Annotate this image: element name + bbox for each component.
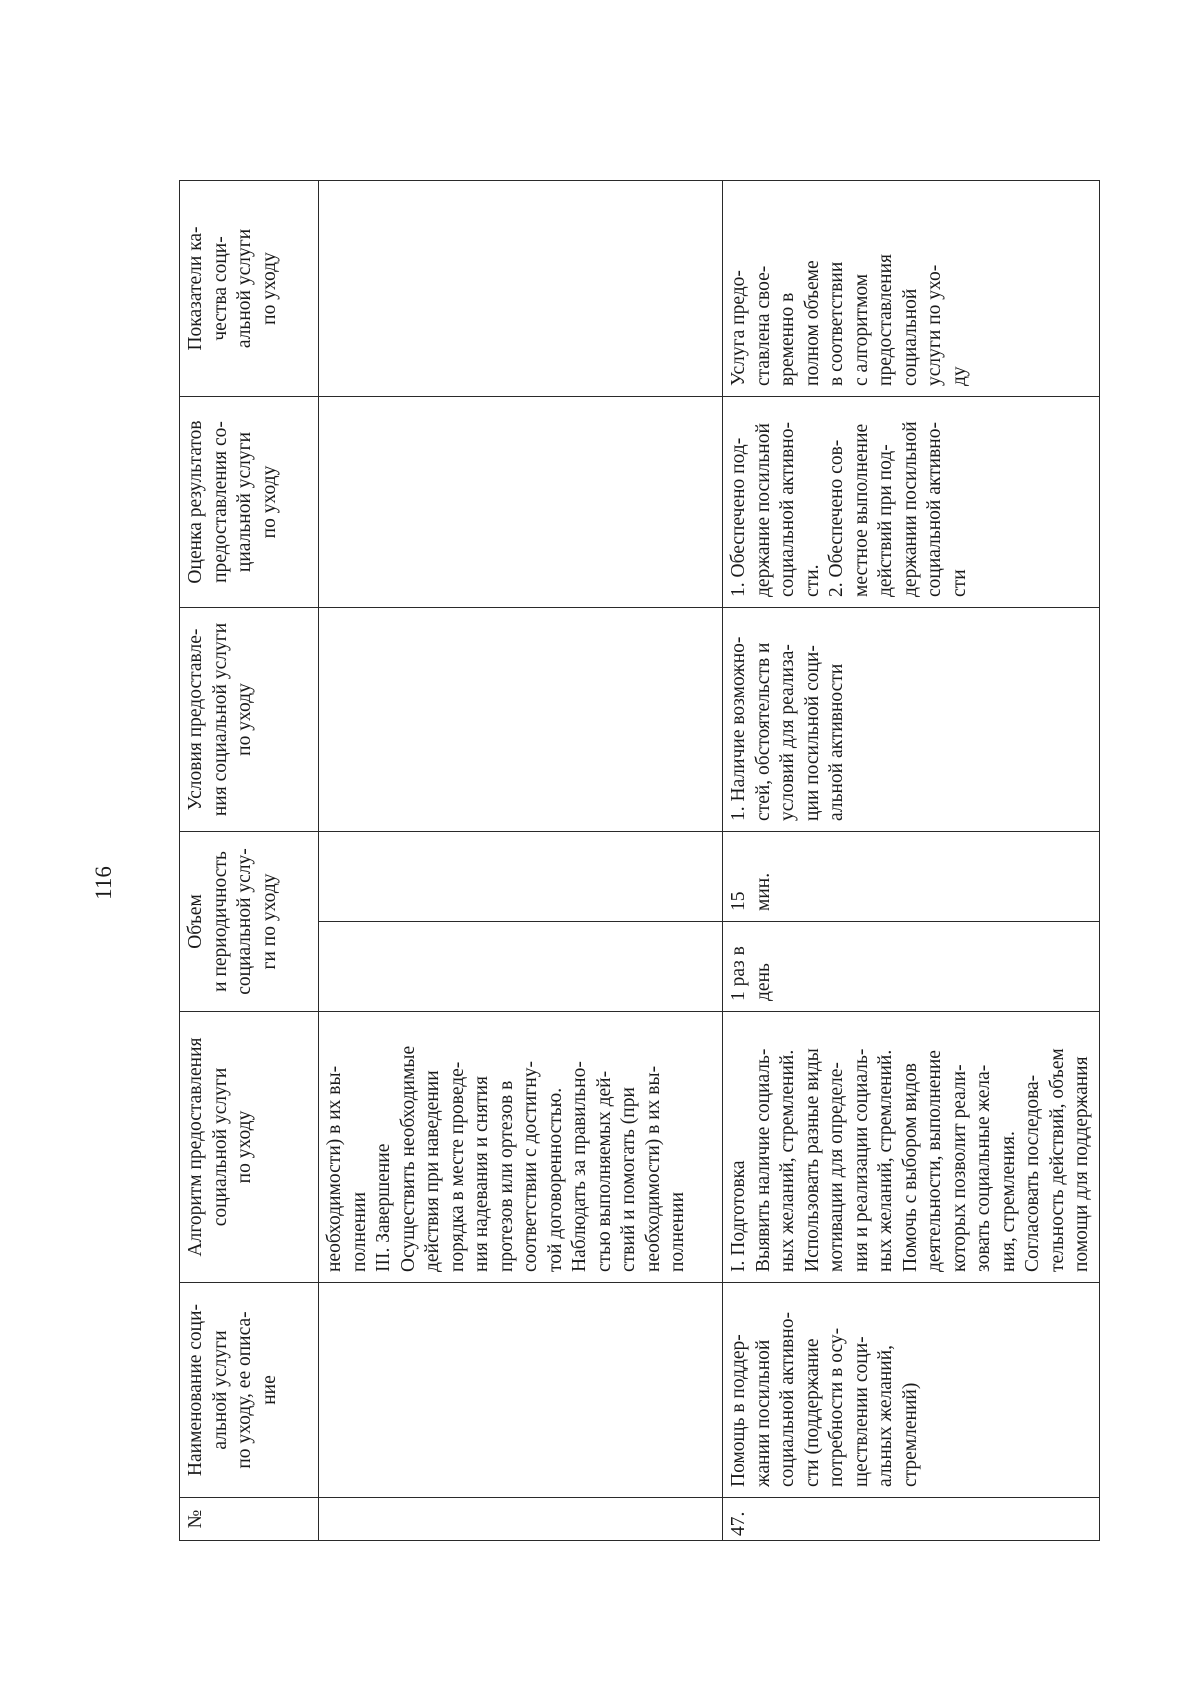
- cell-conditions: 1. Наличие возможно- стей, обстоятельств и условий для реализа- ции посильной соци- альной активности: [723, 607, 1100, 831]
- cell-algorithm: необходимости) в их вы- полнении III. Завершение Осуществить необходимые действия при наведении порядка в месте проведе- ния надевания и снятия протезов или ортезов в соответствии с достигну- той договоренностью. Наблюдать за правильно- стью выполняемых дей- ствий и помогать (при необходимости) в их вы- полнении: [319, 1012, 723, 1283]
- cell-num: [319, 1498, 723, 1541]
- cell-num: 47.: [723, 1498, 1100, 1541]
- cell-duration: 15 мин.: [723, 831, 1100, 921]
- header-name: Наименование соци- альной услуги по уходу, ее описа- ние: [180, 1283, 319, 1498]
- cell-periodicity: [319, 922, 723, 1012]
- page-number: 116: [91, 866, 116, 900]
- header-conditions: Условия предоставле- ния социальной услуги по уходу: [180, 607, 319, 831]
- cell-evaluation: 1. Обеспечено под- держание посильной социальной активно- сти. 2. Обеспечено сов- местное выполнение действий при под- держании посильной социальной активно- сти: [723, 396, 1100, 607]
- cell-algorithm: I. Подготовка Выявить наличие социаль- ных желаний, стремлений. Использовать разные виды мотивации для определе- ния и реализации социаль- ных желаний, стремлений. Помочь с выбором видов деятельности, выполнение которых позволит реали- зовать социальные жела- ния, стремления. Согласовать последова- тельность действий, объем помощи для поддержания: [723, 1012, 1100, 1283]
- header-algorithm: Алгоритм предоставления социальной услуги по уходу: [180, 1012, 319, 1283]
- cell-duration: [319, 831, 723, 921]
- header-volume: Объем и периодичность социальной услу- ги по уходу: [180, 831, 319, 1011]
- cell-name: Помощь в поддер- жании посильной социальной активно- сти (поддержание потребности в осу- ществлении соци- альных желаний, стремлений): [723, 1283, 1100, 1498]
- services-table: [179, 180, 1100, 1541]
- cell-quality: [319, 180, 723, 396]
- rotated-table-container: [179, 181, 1092, 1541]
- header-quality: Показатели ка- чества соци- альной услуги по уходу: [180, 180, 319, 396]
- cell-periodicity: 1 раз в день: [723, 922, 1100, 1012]
- header-evaluation: Оценка результатов предоставления со- циальной услуги по уходу: [180, 396, 319, 607]
- table-row-47: [723, 180, 1100, 1540]
- cell-conditions: [319, 607, 723, 831]
- table-row-continuation: [319, 180, 723, 1540]
- cell-quality: Услуга предо- ставлена свое- временно в полном объеме в соответствии с алгоритмом предоставления социальной услуги по ухо- ду: [723, 180, 1100, 396]
- cell-name: [319, 1283, 723, 1498]
- header-num: №: [180, 1498, 319, 1541]
- cell-evaluation: [319, 396, 723, 607]
- table-header-row: [180, 180, 319, 1540]
